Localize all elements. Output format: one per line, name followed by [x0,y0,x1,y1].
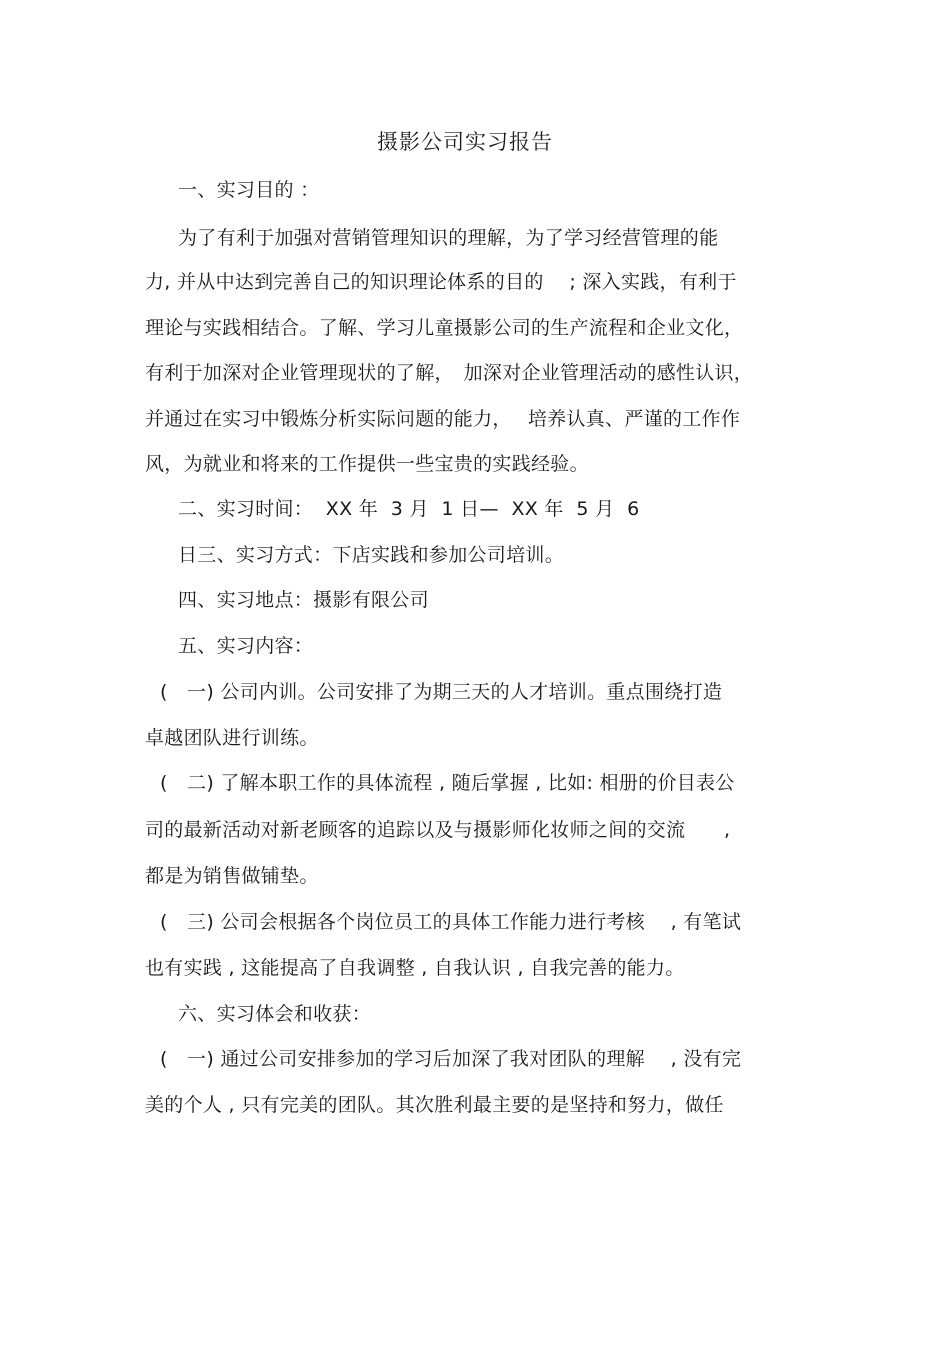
section-heading-purpose: 一、实习目的 ： [178,179,320,201]
section-heading-content: 五、实习内容： [178,635,314,657]
paragraph-line: 美的个人 , 只有完美的团队。其次胜利最主要的是坚持和努力，做任 [145,1094,724,1116]
section-heading-reflection: 六、实习体会和收获： [178,1003,372,1025]
paragraph-line: 都是为销售做铺垫。 [145,865,319,887]
page-title: 摄影公司实习报告 [377,130,553,154]
paragraph-line: ( 三) 公司会根据各个岗位员工的具体工作能力进行考核 , 有笔试 [160,911,742,933]
paragraph-line: 并通过在实习中锻炼分析实际问题的能力， 培养认真、严谨的工作作 [145,408,741,430]
paragraph-line: 理论与实践相结合。了解、学习儿童摄影公司的生产流程和企业文化， [145,317,744,339]
paragraph-line: 卓越团队进行训练。 [145,727,319,749]
paragraph-line: 为了有利于加强对营销管理知识的理解，为了学习经营管理的能 [178,227,719,249]
section-heading-method: 日三、实习方式：下店实践和参加公司培训。 [178,544,565,566]
paragraph-line: 力, 并从中达到完善自己的知识理论体系的目的 ; 深入实践，有利于 [145,271,737,293]
section-heading-location: 四、实习地点：摄影有限公司 [178,589,429,611]
paragraph-line: 风，为就业和将来的工作提供一些宝贵的实践经验。 [145,453,589,475]
paragraph-line: ( 二) 了解本职工作的具体流程 , 随后掌握 , 比如: 相册的价目表公 [160,772,735,794]
section-heading-time: 二、实习时间： XX 年 3 月 1 日— XX 年 5 月 6 [178,498,640,520]
paragraph-line: 司的最新活动对新老顾客的追踪以及与摄影师化妆师之间的交流 , [145,819,731,841]
paragraph-line: ( 一) 公司内训。公司安排了为期三天的人才培训。重点围绕打造 [160,681,723,703]
paragraph-line: ( 一) 通过公司安排参加的学习后加深了我对团队的理解 , 没有完 [160,1048,742,1070]
paragraph-line: 也有实践 , 这能提高了自我调整 , 自我认识 , 自我完善的能力。 [145,957,685,979]
paragraph-line: 有利于加深对企业管理现状的了解， 加深对企业管理活动的感性认识， [145,362,754,384]
